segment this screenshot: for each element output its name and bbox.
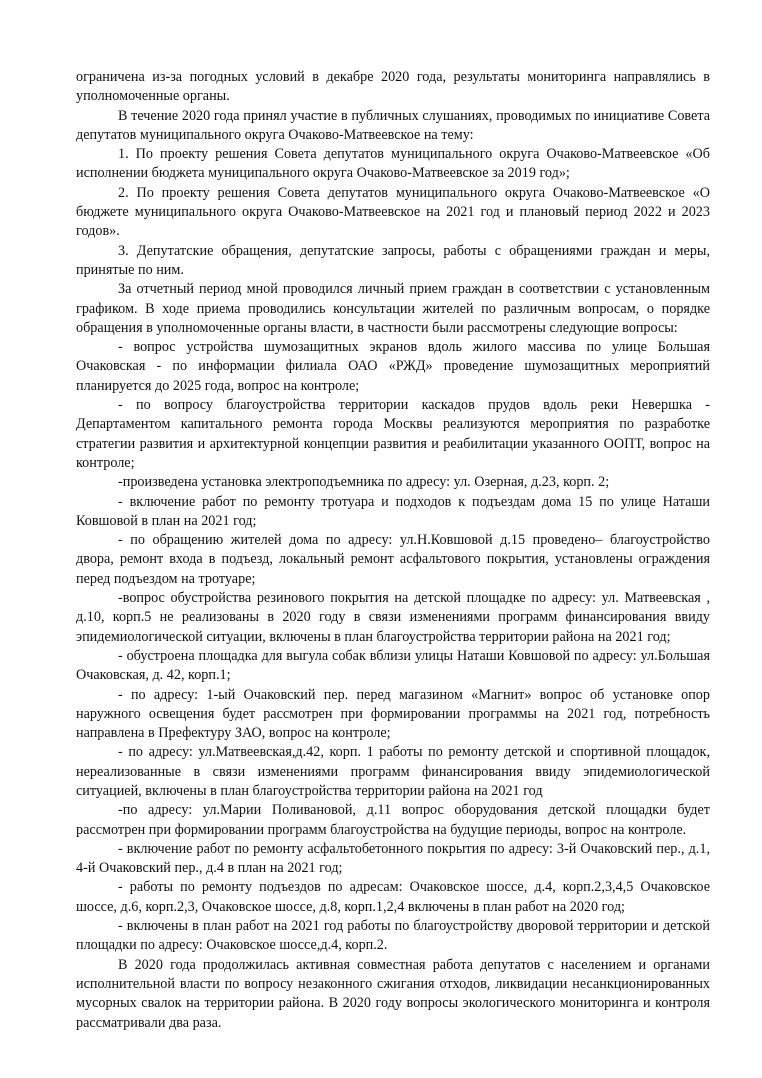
paragraph-3: 1. По проекту решения Совета депутатов муниципального округа Очаково-Матвеевское «Об исполнении бюджета муниципального округа Очаково-Матвеевское за 2019 год»; [76, 146, 710, 182]
paragraph-16: -по адресу: ул.Марии Поливановой, д.11 вопрос оборудования детской площадки будет рассмотрен при формировании программ благоустройства на будущие периоды, вопрос на контроле. [76, 802, 710, 838]
paragraph-7: - вопрос устройства шумозащитных экранов вдоль жилого массива по улице Большая Очаковская - по информации филиала ОАО «РЖД» проведение шумозащитных мероприятий планируется до 2025 года, вопрос на контроле; [76, 339, 710, 394]
paragraph-4: 2. По проекту решения Совета депутатов муниципального округа Очаково-Матвеевское «О бюджете муниципального округа Очаково-Матвеевское на 2021 год и плановый период 2022 и 2023 годов». [76, 184, 710, 240]
paragraph-19: - включены в план работ на 2021 год работы по благоустройству дворовой территории и детской площадки по адресу: Очаковское шоссе,д.4, корп.2. [76, 918, 710, 954]
paragraph-6: За отчетный период мной проводился личный прием граждан в соответствии с установленным графиком. В ходе приема проводились консультации жителей по различным вопросам, о порядке обращения в уполномоченные органы власти, в частности были рассмотрены следующие вопросы: [76, 281, 710, 336]
paragraph-20: В 2020 года продолжилась активная совместная работа депутатов с населением и органами исполнительной власти по вопросу незаконного сжигания отходов, ликвидации несанкционированных мусорных свалок на территории района. В 2020 году вопросы экологического мониторинга и контроля рассматривали два раза. [76, 956, 710, 1031]
paragraph-1: ограничена из-за погодных условий в декабре 2020 года, результаты мониторинга направлялись в уполномоченные органы. [76, 69, 710, 105]
paragraph-2: В течение 2020 года принял участие в публичных слушаниях, проводимых по инициативе Совета депутатов муниципального округа Очаково-Матвеевское на тему: [76, 107, 710, 143]
paragraph-13: - обустроена площадка для выгула собак вблизи улицы Наташи Ковшовой по адресу: ул.Большая Очаковская, д. 42, корп.1; [76, 647, 710, 684]
paragraph-8: - по вопросу благоустройства территории каскадов прудов вдоль реки Невершка - Департаментом капитального ремонта города Москвы реализуются мероприятия по разработке стратегии развития и архитектурной концепции развития и реабилитации указанного ООПТ, вопрос на контроле; [76, 397, 710, 471]
paragraph-5: 3. Депутатские обращения, депутатские запросы, работы с обращениями граждан и меры, принятые по ним. [76, 242, 710, 278]
paragraph-11: - по обращению жителей дома по адресу: ул.Н.Ковшовой д.15 проведено– благоустройство двора, ремонт входа в подъезд, локальный ремонт асфальтового покрытия, установлены ограждения перед подъездом на тротуаре; [76, 532, 710, 587]
paragraph-15: - по адресу: ул.Матвеевская,д.42, корп. 1 работы по ремонту детской и спортивной площадок, нереализованные в связи изменениями программ финансирования ввиду эпидемиологической ситуацией, включены в план благоустройства территории района на 2021 год [76, 744, 710, 799]
paragraph-9: -произведена установка электроподъемника по адресу: ул. Озерная, д.23, корп. 2; [118, 474, 610, 491]
paragraph-14: - по адресу: 1-ый Очаковский пер. перед магазином «Магнит» вопрос об установке опор наружного освещения будет рассмотрен при формировании программы на 2021 год, потребность направлена в Префектуру ЗАО, вопрос на контроле; [76, 686, 710, 742]
paragraph-10: - включение работ по ремонту тротуара и подходов к подъездам дома 15 по улице Наташи Ковшовой в план на 2021 год; [76, 493, 710, 529]
paragraph-12: -вопрос обустройства резинового покрытия на детской площадке по адресу: ул. Матвеевская , д.10, корп.5 не реализованы в 2020 году в связи изменениями программ финансирования ввиду эпидемиологической ситуации, включены в план благоустройства территории района на 2021 год; [76, 590, 710, 645]
paragraph-17: - включение работ по ремонту асфальтобетонного покрытия по адресу: 3-й Очаковский пер., д.1, 4-й Очаковский пер., д.4 в план на 2021 год; [76, 840, 710, 877]
paragraph-18: - работы по ремонту подъездов по адресам: Очаковское шоссе, д.4, корп.2,3,4,5 Очаковское шоссе, д.6, корп.2,3, Очаковское шоссе, д.8, корп.1,2,4 включены в план работ на 2020 год; [76, 879, 710, 915]
